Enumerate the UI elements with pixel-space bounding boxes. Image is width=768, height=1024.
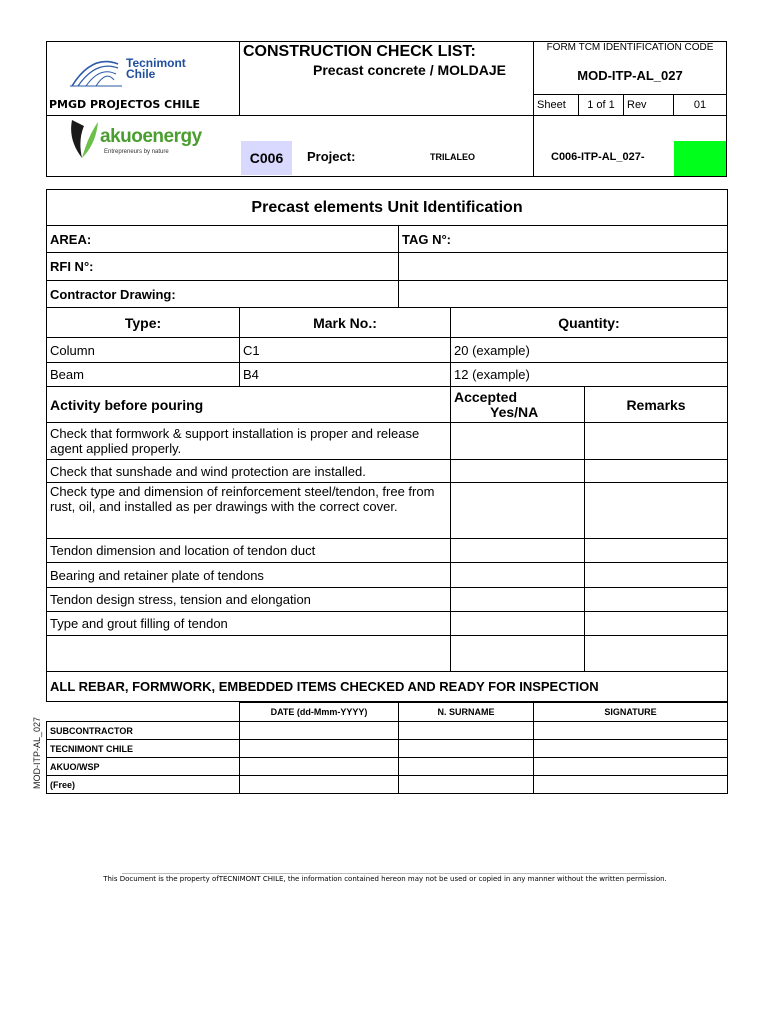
- company-name: PMGD PROJECTOS CHILE: [49, 98, 201, 111]
- row-mark: B4: [240, 363, 451, 387]
- table-row: [47, 338, 728, 363]
- date-cell[interactable]: [240, 758, 399, 776]
- akuo-leaf-icon: [66, 118, 100, 160]
- list-item: [47, 612, 728, 636]
- rev-label: Rev: [624, 95, 674, 116]
- project-label: Project:: [307, 149, 356, 164]
- form-code-label: FORM TCM IDENTIFICATION CODE: [546, 42, 714, 53]
- party-label: (Free): [47, 776, 240, 794]
- area-label: AREA:: [47, 226, 399, 253]
- tecnimont-logo-text: Tecnimont Chile: [126, 56, 186, 81]
- accepted-cell[interactable]: [451, 460, 585, 483]
- name-cell[interactable]: [399, 776, 534, 794]
- list-item: [47, 460, 728, 483]
- signature-cell[interactable]: [534, 722, 728, 740]
- status-indicator: [674, 141, 726, 176]
- signature-cell[interactable]: [534, 776, 728, 794]
- table-row: [47, 776, 728, 794]
- signoff-table: [46, 702, 728, 794]
- remarks-cell[interactable]: [585, 423, 728, 460]
- akuo-tagline: Entrepreneurs by nature: [104, 149, 169, 155]
- ident-title: Precast elements Unit Identification: [47, 190, 728, 226]
- row-qty: 12 (example): [451, 363, 728, 387]
- name-cell[interactable]: [399, 722, 534, 740]
- activity-text: Tendon dimension and location of tendon duct: [47, 539, 451, 563]
- sheet-value: 1 of 1: [579, 95, 624, 116]
- date-cell[interactable]: [240, 722, 399, 740]
- accepted-cell[interactable]: [451, 539, 585, 563]
- rev-value: 01: [674, 95, 727, 116]
- tecnimont-logo: [68, 52, 208, 90]
- signature-header: SIGNATURE: [534, 703, 728, 722]
- qty-header: Quantity:: [451, 308, 728, 338]
- table-row: [47, 740, 728, 758]
- remarks-cell[interactable]: [585, 588, 728, 612]
- akuo-logo-text: akuoenergy: [100, 126, 202, 147]
- remarks-header: Remarks: [585, 387, 728, 423]
- sheet-rev-table: [533, 94, 727, 116]
- activity-text: Type and grout filling of tendon: [47, 612, 451, 636]
- list-item: [47, 539, 728, 563]
- row-type: Beam: [47, 363, 240, 387]
- activity-header: Activity before pouring: [47, 387, 451, 423]
- accepted-cell[interactable]: [451, 563, 585, 588]
- party-label: SUBCONTRACTOR: [47, 722, 240, 740]
- identification-table: [46, 189, 728, 702]
- list-item: [47, 483, 728, 539]
- date-header: DATE (dd-Mmm-YYYY): [240, 703, 399, 722]
- party-label: AKUO/WSP: [47, 758, 240, 776]
- side-code: MOD-ITP-AL_027: [32, 716, 42, 790]
- remarks-cell[interactable]: [585, 539, 728, 563]
- remarks-cell[interactable]: [585, 636, 728, 672]
- table-row: [47, 363, 728, 387]
- date-cell[interactable]: [240, 740, 399, 758]
- activity-text: [47, 636, 451, 672]
- signature-cell[interactable]: [534, 740, 728, 758]
- remarks-cell[interactable]: [585, 483, 728, 539]
- activity-text: Bearing and retainer plate of tendons: [47, 563, 451, 588]
- signature-cell[interactable]: [534, 758, 728, 776]
- table-row: [47, 758, 728, 776]
- row-mark: C1: [240, 338, 451, 363]
- list-item: [47, 636, 728, 672]
- name-cell[interactable]: [399, 758, 534, 776]
- activity-text: Check that formwork & support installation is proper and release agent applied properly.: [47, 423, 451, 460]
- footer-notice: This Document is the property ofTECNIMONT CHILE, the information contained hereon may not be used or copied in any manner without the written permission.: [103, 875, 667, 883]
- accepted-cell[interactable]: [451, 588, 585, 612]
- ready-statement: ALL REBAR, FORMWORK, EMBEDDED ITEMS CHECKED AND READY FOR INSPECTION: [47, 672, 728, 702]
- doc-code: C006-ITP-AL_027-: [551, 151, 645, 163]
- accepted-header: [451, 387, 585, 423]
- accepted-cell[interactable]: [451, 612, 585, 636]
- mark-header: Mark No.:: [240, 308, 451, 338]
- akuo-logo: [66, 118, 226, 162]
- tag-label: TAG N°:: [399, 226, 728, 253]
- sheet-label: Sheet: [534, 95, 579, 116]
- type-header: Type:: [47, 308, 240, 338]
- accepted-cell[interactable]: [451, 636, 585, 672]
- accepted-label: Accepted: [454, 388, 518, 405]
- name-header: N. SURNAME: [399, 703, 534, 722]
- activity-text: Check type and dimension of reinforcement steel/tendon, free from rust, oil, and installed as per drawings with the correct cover.: [47, 483, 451, 539]
- page-title: CONSTRUCTION CHECK LIST:: [243, 43, 476, 60]
- project-value: TRILALEO: [430, 152, 475, 162]
- remarks-cell[interactable]: [585, 612, 728, 636]
- list-item: [47, 563, 728, 588]
- activity-text: Check that sunshade and wind protection are installed.: [47, 460, 451, 483]
- activity-text: Tendon design stress, tension and elongation: [47, 588, 451, 612]
- date-cell[interactable]: [240, 776, 399, 794]
- remarks-cell[interactable]: [585, 563, 728, 588]
- list-item: [47, 588, 728, 612]
- party-label: TECNIMONT CHILE: [47, 740, 240, 758]
- rfi-label: RFI N°:: [47, 253, 399, 281]
- signoff-blank: [47, 703, 240, 722]
- row-qty: 20 (example): [451, 338, 728, 363]
- footer-rule: [122, 873, 647, 874]
- drawing-value: [399, 281, 728, 308]
- table-row: [47, 722, 728, 740]
- remarks-cell[interactable]: [585, 460, 728, 483]
- rfi-value: [399, 253, 728, 281]
- accepted-cell[interactable]: [451, 483, 585, 539]
- yesna-label: Yes/NA: [490, 403, 539, 420]
- page-subtitle: Precast concrete / MOLDAJE: [313, 62, 506, 78]
- accepted-cell[interactable]: [451, 423, 585, 460]
- list-item: [47, 423, 728, 460]
- row-type: Column: [47, 338, 240, 363]
- name-cell[interactable]: [399, 740, 534, 758]
- form-code: MOD-ITP-AL_027: [577, 68, 683, 83]
- c006-code: C006: [241, 141, 292, 175]
- drawing-label: Contractor Drawing:: [47, 281, 399, 308]
